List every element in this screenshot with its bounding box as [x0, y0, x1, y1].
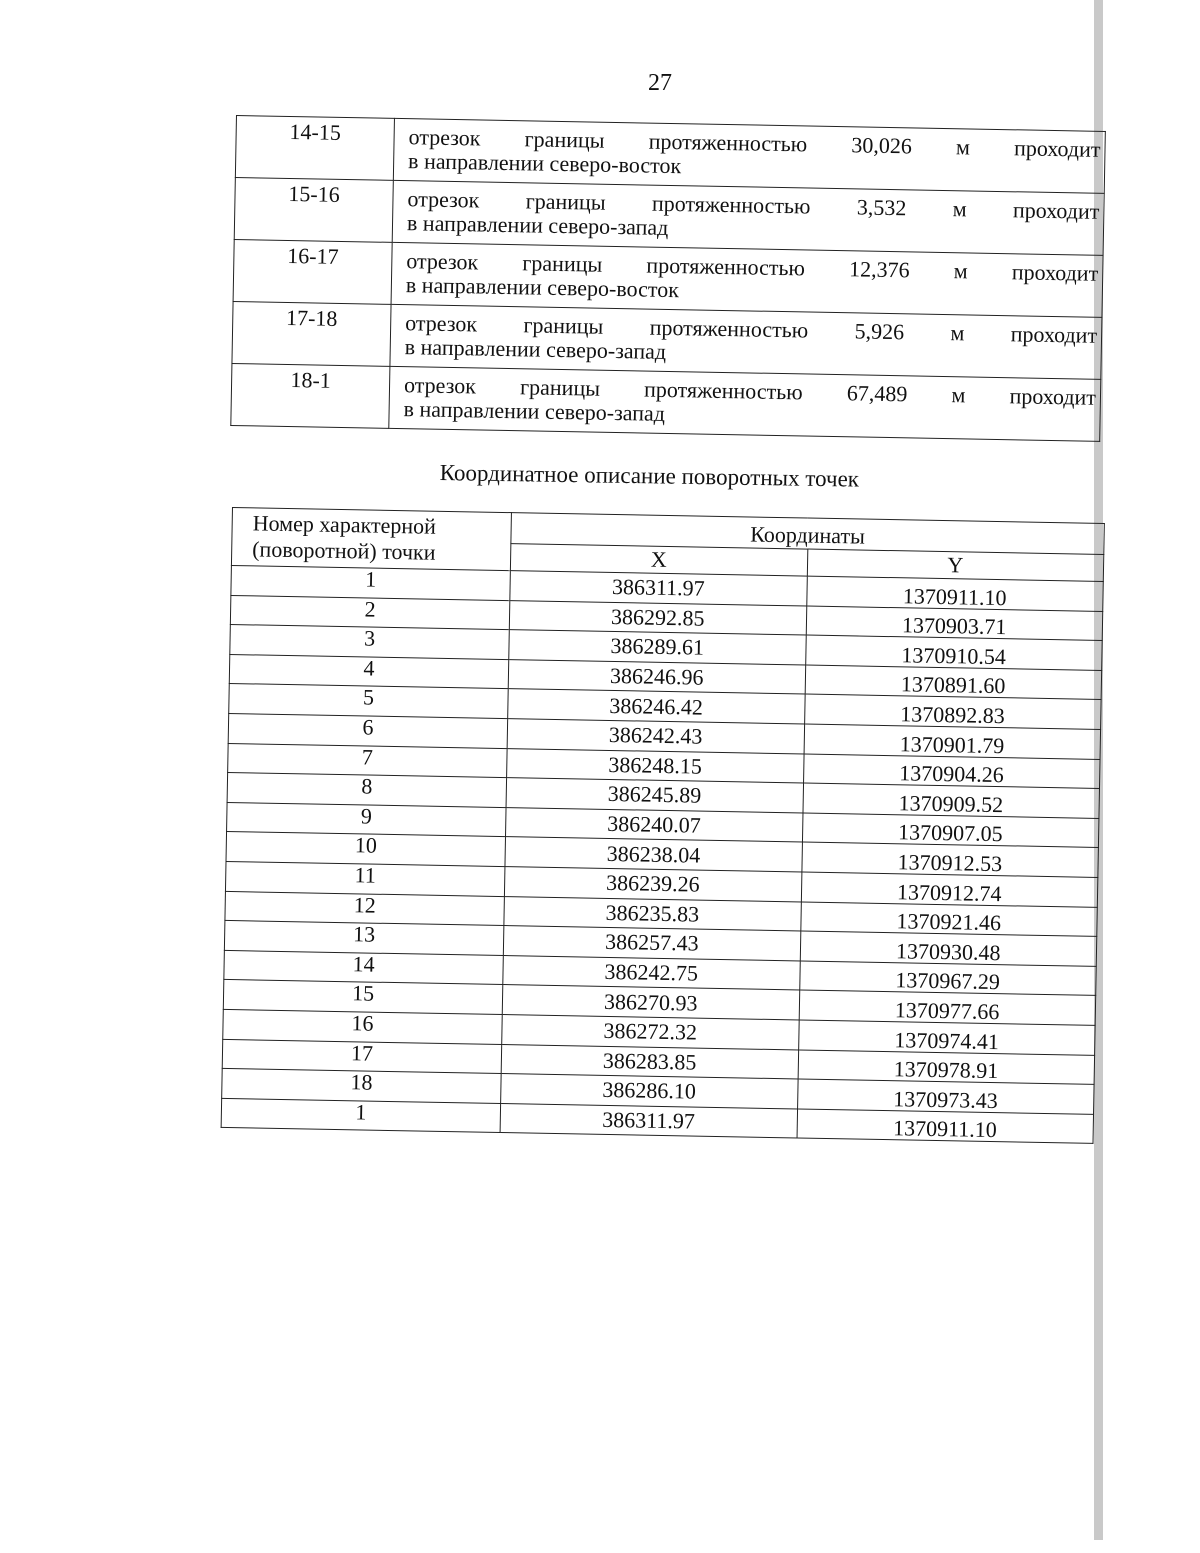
segment-id: 18-1 [231, 363, 390, 428]
segment-id: 16-17 [233, 239, 392, 304]
segment-word: границы [522, 250, 603, 277]
coordinate-x: 386240.07 [506, 807, 803, 842]
segment-word: протяженностью [646, 252, 806, 281]
coordinate-y: 1370974.41 [798, 1020, 1095, 1055]
coordinate-x: 386286.10 [501, 1074, 798, 1109]
coordinate-x: 386242.43 [507, 719, 804, 754]
segment-word: проходит [1011, 259, 1099, 286]
coordinate-y: 1370911.10 [797, 1109, 1094, 1144]
point-number: 5 [229, 684, 508, 719]
segment-word: проходит [1012, 197, 1100, 224]
segment-id: 15-16 [234, 177, 393, 242]
coordinate-x: 386311.97 [500, 1103, 797, 1138]
coordinate-y: 1370892.83 [804, 694, 1101, 729]
segment-description [389, 366, 1101, 441]
segment-description-line2: в направлении северо-запад [404, 334, 667, 364]
coordinate-y: 1370967.29 [799, 961, 1096, 996]
coordinate-x: 386246.42 [508, 689, 805, 724]
segment-word: отрезок [403, 372, 477, 399]
coordinates-table-wrap [221, 507, 1105, 1144]
point-number: 1 [221, 1098, 500, 1133]
segment-word: протяженностью [649, 314, 809, 343]
segment-word: м [955, 134, 971, 160]
point-number: 3 [230, 625, 509, 660]
segment-description-line2: в направлении северо-восток [407, 148, 682, 179]
segment-word: 5,926 [854, 318, 905, 345]
coordinates-caption: Координатное описание поворотных точек [439, 460, 860, 492]
point-number: 11 [225, 861, 504, 896]
coordinate-x: 386289.61 [509, 630, 806, 665]
header-coordinates: Координаты [511, 513, 1104, 555]
coordinate-y: 1370912.74 [801, 872, 1098, 907]
segment-word: протяженностью [651, 190, 811, 219]
segment-word: м [952, 196, 967, 222]
boundary-segments-table-wrap [230, 115, 1106, 442]
coordinate-x: 386257.43 [503, 926, 800, 961]
segment-word: м [953, 258, 968, 284]
point-number: 16 [223, 1009, 502, 1044]
segment-word: протяженностью [643, 376, 803, 405]
boundary-segments-body [231, 116, 1106, 442]
coordinate-y: 1370977.66 [799, 990, 1096, 1025]
segment-word: м [951, 382, 966, 408]
segment-word: границы [519, 374, 601, 401]
coordinate-x: 386238.04 [505, 837, 802, 872]
header-x: X [510, 544, 807, 576]
segment-id: 17-18 [232, 301, 391, 366]
segment-word: 3,532 [856, 194, 907, 221]
segment-word: проходит [1013, 135, 1101, 162]
point-number: 14 [224, 950, 503, 985]
point-number: 4 [229, 654, 508, 689]
header-point-number: Номер характерной (поворотной) точки [231, 508, 511, 571]
segment-word: 30,026 [851, 132, 913, 159]
point-number: 15 [223, 980, 502, 1015]
header-y: Y [807, 549, 1104, 581]
coordinate-y: 1370978.91 [798, 1049, 1095, 1084]
coordinates-table-body [221, 565, 1103, 1143]
coordinate-x: 386311.97 [510, 571, 807, 606]
coordinate-y: 1370901.79 [804, 724, 1101, 759]
segment-description-line2: в направлении северо-восток [405, 272, 680, 303]
segment-description-line2: в направлении северо-запад [403, 396, 666, 426]
coordinates-table [221, 507, 1105, 1144]
segment-id: 14-15 [235, 116, 394, 181]
segment-word: м [950, 320, 965, 346]
point-number: 9 [227, 802, 506, 837]
coordinate-y: 1370910.54 [805, 635, 1102, 670]
segment-word: границы [524, 126, 605, 153]
segment-word: отрезок [406, 248, 479, 275]
coordinate-x: 386292.85 [509, 600, 806, 635]
point-number: 13 [224, 921, 503, 956]
segment-word: отрезок [407, 186, 480, 213]
segment-word: протяженностью [648, 128, 808, 157]
coordinate-x: 386245.89 [506, 778, 803, 813]
coordinate-y: 1370903.71 [806, 606, 1103, 641]
coordinate-y: 1370911.10 [806, 576, 1103, 611]
point-number: 6 [228, 713, 507, 748]
coordinate-y: 1370973.43 [797, 1079, 1094, 1114]
coordinate-x: 386248.15 [507, 748, 804, 783]
point-number: 8 [227, 773, 506, 808]
segment-word: 67,489 [846, 380, 908, 407]
point-number: 7 [228, 743, 507, 778]
page-number: 27 [648, 70, 672, 96]
coordinate-y: 1370909.52 [802, 783, 1099, 818]
segment-word: проходит [1010, 321, 1098, 348]
segment-description-line2: в направлении северо-запад [406, 210, 669, 240]
segment-word: 12,376 [848, 256, 910, 283]
segment-word: отрезок [404, 310, 478, 337]
point-number: 10 [226, 832, 505, 867]
coordinate-y: 1370921.46 [800, 902, 1097, 937]
coordinate-x: 386283.85 [501, 1044, 798, 1079]
point-number: 1 [231, 565, 510, 600]
segment-word: отрезок [408, 124, 481, 151]
coordinate-x: 386242.75 [503, 955, 800, 990]
point-number: 12 [225, 891, 504, 926]
segment-word: проходит [1009, 383, 1097, 410]
point-number: 17 [222, 1039, 501, 1074]
coordinate-y: 1370912.53 [801, 842, 1098, 877]
coordinate-y: 1370930.48 [800, 931, 1097, 966]
segment-word: границы [523, 312, 604, 339]
segment-word: границы [525, 188, 606, 215]
coordinate-x: 386239.26 [504, 866, 801, 901]
coordinate-x: 386270.93 [502, 985, 799, 1020]
point-number: 2 [230, 595, 509, 630]
coordinate-y: 1370907.05 [802, 813, 1099, 848]
coordinate-y: 1370904.26 [803, 754, 1100, 789]
coordinate-x: 386272.32 [502, 1014, 799, 1049]
coordinate-y: 1370891.60 [805, 665, 1102, 700]
coordinate-x: 386246.96 [508, 659, 805, 694]
coordinate-x: 386235.83 [504, 896, 801, 931]
boundary-segments-table [230, 115, 1106, 442]
point-number: 18 [222, 1069, 501, 1104]
